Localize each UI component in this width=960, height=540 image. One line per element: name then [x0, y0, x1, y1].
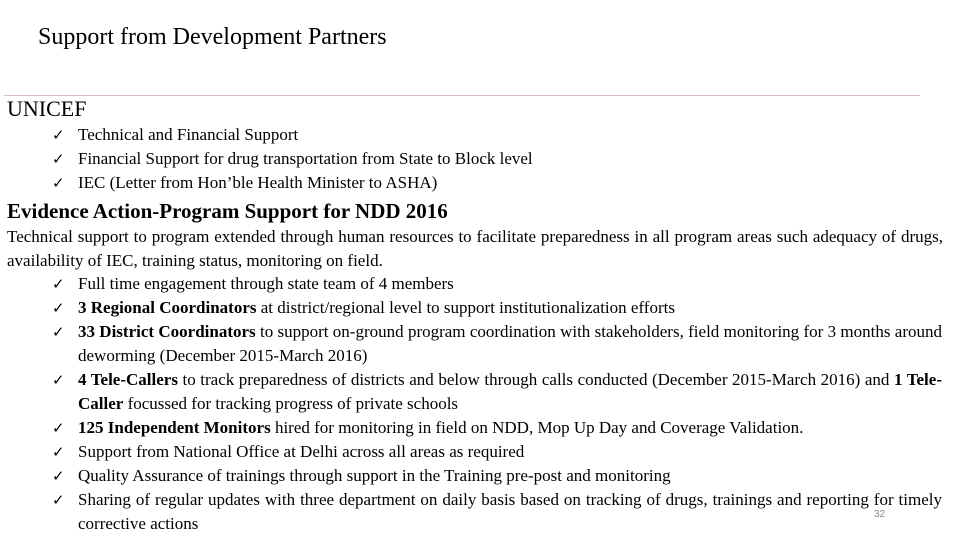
list-item — [52, 147, 533, 171]
list-item — [52, 440, 942, 464]
item-bold-text: 4 Tele-Callers — [78, 370, 178, 389]
item-text: IEC (Letter from Hon’ble Health Minister to ASHA) — [78, 173, 438, 192]
list-item — [52, 272, 942, 296]
checkmark-icon: ✓ — [52, 323, 65, 341]
item-bold-text: 125 Independent Monitors — [78, 418, 271, 437]
evidence-action-heading: Evidence Action-Program Support for NDD 2016 — [7, 199, 448, 223]
checkmark-icon: ✓ — [52, 299, 65, 317]
item-text: hired for monitoring in field on NDD, Mop Up Day and Coverage Validation. — [270, 418, 804, 437]
item-bold-text: 3 Regional Coordinators — [78, 298, 257, 317]
checkmark-icon: ✓ — [52, 491, 65, 509]
list-item — [52, 416, 942, 440]
item-text: Quality Assurance of trainings through support in the Training pre-post and monitoring — [78, 466, 671, 485]
checkmark-icon: ✓ — [52, 443, 65, 461]
checkmark-icon: ✓ — [52, 126, 65, 144]
list-item — [52, 171, 533, 195]
checkmark-icon: ✓ — [52, 174, 65, 192]
title-divider — [4, 95, 920, 96]
item-bold-text: 33 District Coordinators — [78, 322, 256, 341]
evidence-action-intro: Technical support to program extended through human resources to facilitate preparedness in all program areas such adequacy of drugs, availability of IEC, training status, monitoring on field. — [7, 227, 943, 270]
item-text: to support on-ground program coordination with stakeholders, field monitoring for 3 months around deworming (December 2015-March 2016) — [78, 322, 942, 365]
item-bold-text: 1 Tele-Caller — [78, 370, 942, 413]
list-item — [52, 464, 942, 488]
unicef-list — [52, 123, 533, 195]
item-text: Sharing of regular updates with three department on daily basis based on tracking of drugs, trainings and reporting for timely corrective actions — [78, 490, 942, 533]
item-text: Technical and Financial Support — [78, 125, 299, 144]
item-text: to track preparedness of districts and below through calls conducted (December 2015-March 2016) and — [177, 370, 894, 389]
list-item — [52, 320, 942, 368]
item-text: at district/regional level to support institutionalization efforts — [256, 298, 675, 317]
page-number: 32 — [874, 509, 886, 520]
slide-title: Support from Development Partners — [38, 24, 387, 50]
checkmark-icon: ✓ — [52, 467, 65, 485]
checkmark-icon: ✓ — [52, 275, 65, 293]
unicef-heading: UNICEF — [7, 96, 87, 121]
list-item — [52, 123, 533, 147]
item-text: Full time engagement through state team of 4 members — [78, 274, 454, 293]
item-text: Support from National Office at Delhi across all areas as required — [78, 442, 525, 461]
evidence-action-list — [52, 272, 942, 536]
item-text: Financial Support for drug transportation from State to Block level — [78, 149, 533, 168]
checkmark-icon: ✓ — [52, 371, 65, 389]
list-item — [52, 488, 942, 536]
checkmark-icon: ✓ — [52, 150, 65, 168]
list-item — [52, 296, 942, 320]
list-item — [52, 368, 942, 416]
item-text: focussed for tracking progress of private schools — [123, 394, 459, 413]
checkmark-icon: ✓ — [52, 419, 65, 437]
